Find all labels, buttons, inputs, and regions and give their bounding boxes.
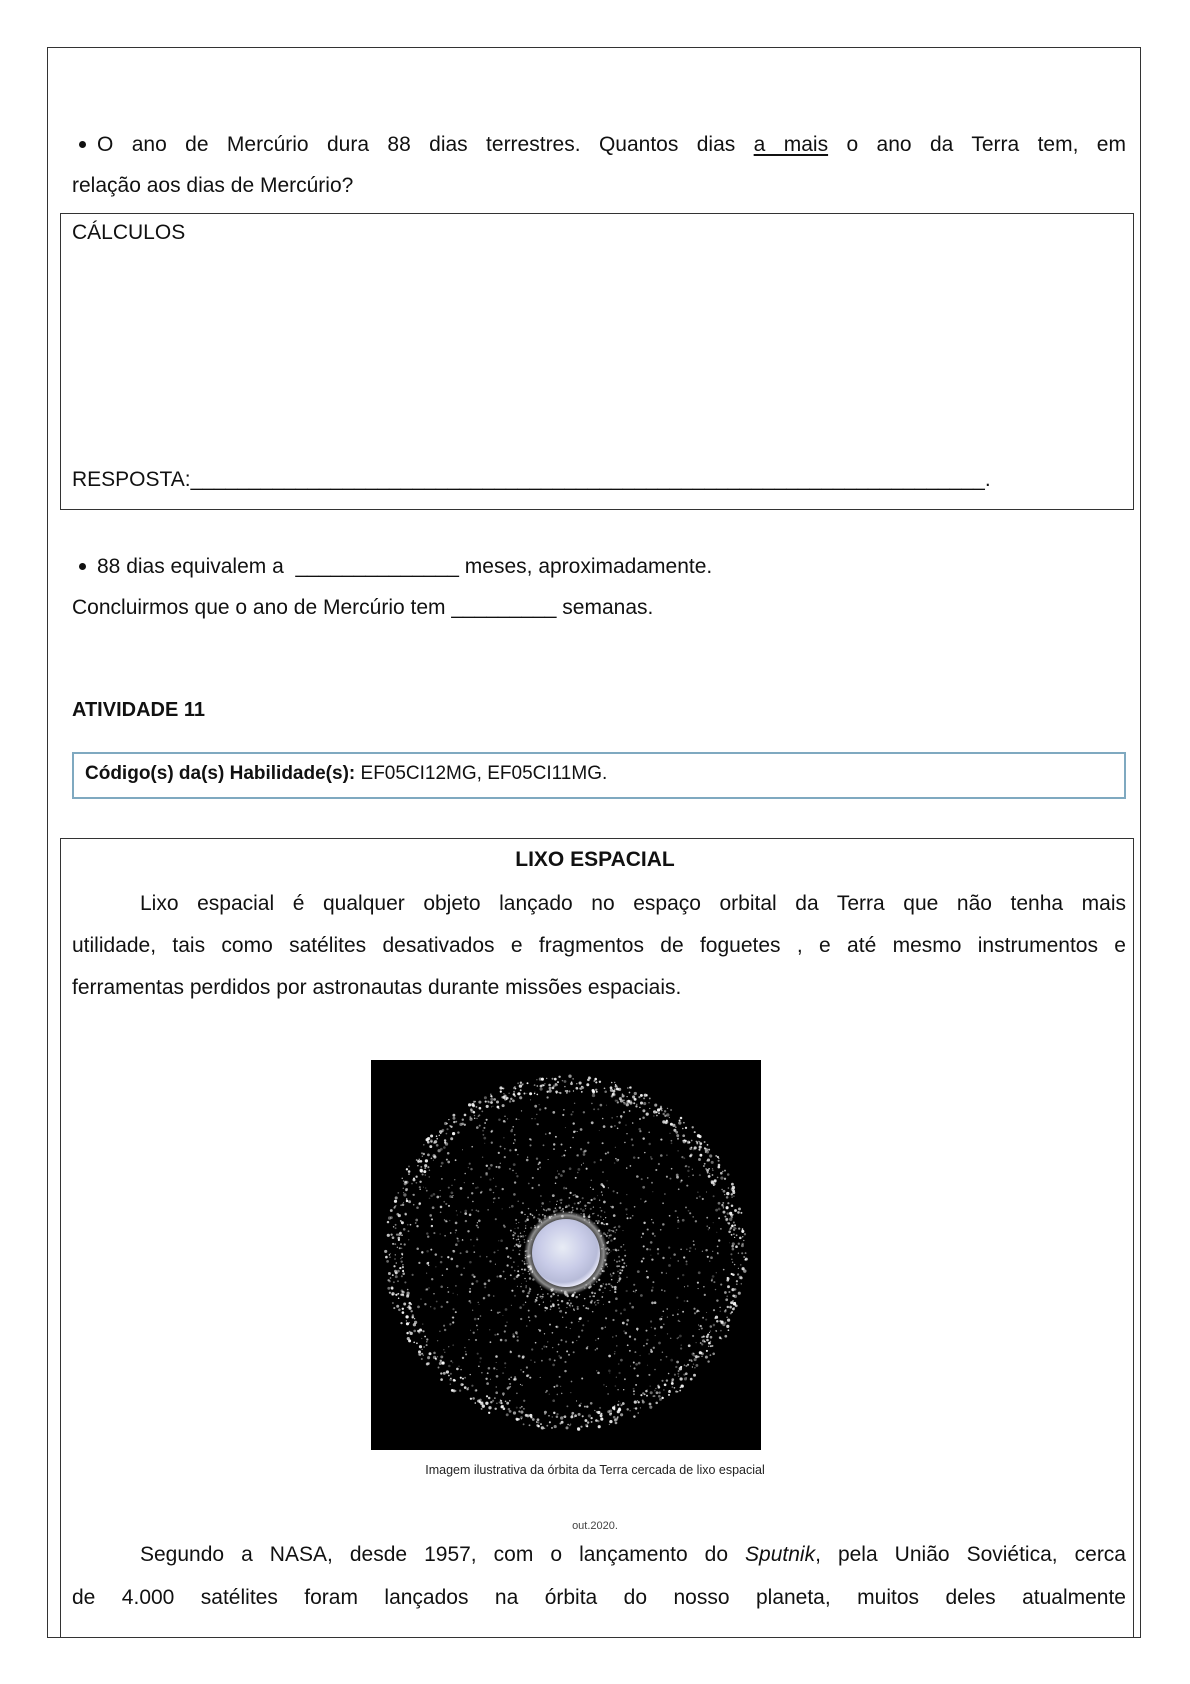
- space-debris-image: [371, 1060, 761, 1450]
- question-2-line-1: 88 dias equivalem a ______________ meses, aproximadamente.: [97, 555, 713, 578]
- bullet-icon: [79, 141, 86, 148]
- article-paragraph-2-line-1: [140, 1541, 1126, 1569]
- answer-line[interactable]: RESPOSTA:____________________________________________________________________.: [72, 468, 991, 491]
- underlined-emphasis: a mais: [753, 133, 829, 156]
- sputnik-italic: Sputnik: [745, 1543, 816, 1566]
- skills-line: [85, 760, 607, 788]
- bullet-icon: [79, 563, 86, 570]
- skills-box: [72, 752, 1126, 799]
- paragraph-2-text: Segundo a NASA, desde 1957, com o lançamento do: [140, 1543, 729, 1566]
- article-paragraph-1-line-3: ferramentas perdidos por astronautas durante missões espaciais.: [72, 976, 682, 999]
- article-title: LIXO ESPACIAL: [515, 848, 675, 871]
- question-1-text: O ano de Mercúrio dura 88 dias terrestres. Quantos dias: [97, 133, 736, 156]
- question-1-text-end: o ano da Terra tem, em: [846, 133, 1126, 156]
- image-caption: Imagem ilustrativa da órbita da Terra cercada de lixo espacial: [425, 1463, 765, 1477]
- earth-icon: [532, 1219, 600, 1287]
- skills-codes: EF05CI12MG, EF05CI11MG.: [360, 763, 608, 784]
- article-paragraph-2-line-2: de 4.000 satélites foram lançados na órbita do nosso planeta, muitos deles atualmente: [72, 1586, 1126, 1609]
- calculation-title: CÁLCULOS: [72, 221, 186, 244]
- question-1-line-1: [97, 131, 1126, 159]
- article-paragraph-1-line-2: utilidade, tais como satélites desativados e fragmentos de foguetes , e até mesmo instrumentos e: [72, 934, 1126, 957]
- skills-label: Código(s) da(s) Habilidade(s):: [85, 763, 356, 784]
- paragraph-2-text-end: , pela União Soviética, cerca: [815, 1543, 1126, 1566]
- question-2-line-2: Concluirmos que o ano de Mercúrio tem _________ semanas.: [72, 596, 654, 619]
- article-paragraph-1-line-1: Lixo espacial é qualquer objeto lançado no espaço orbital da Terra que não tenha mais: [140, 892, 1126, 915]
- question-1-line-2: relação aos dias de Mercúrio?: [72, 174, 354, 197]
- activity-heading: ATIVIDADE 11: [72, 699, 205, 721]
- cut-source-text: out.2020.: [572, 1521, 618, 1529]
- calculation-box[interactable]: [60, 213, 1134, 510]
